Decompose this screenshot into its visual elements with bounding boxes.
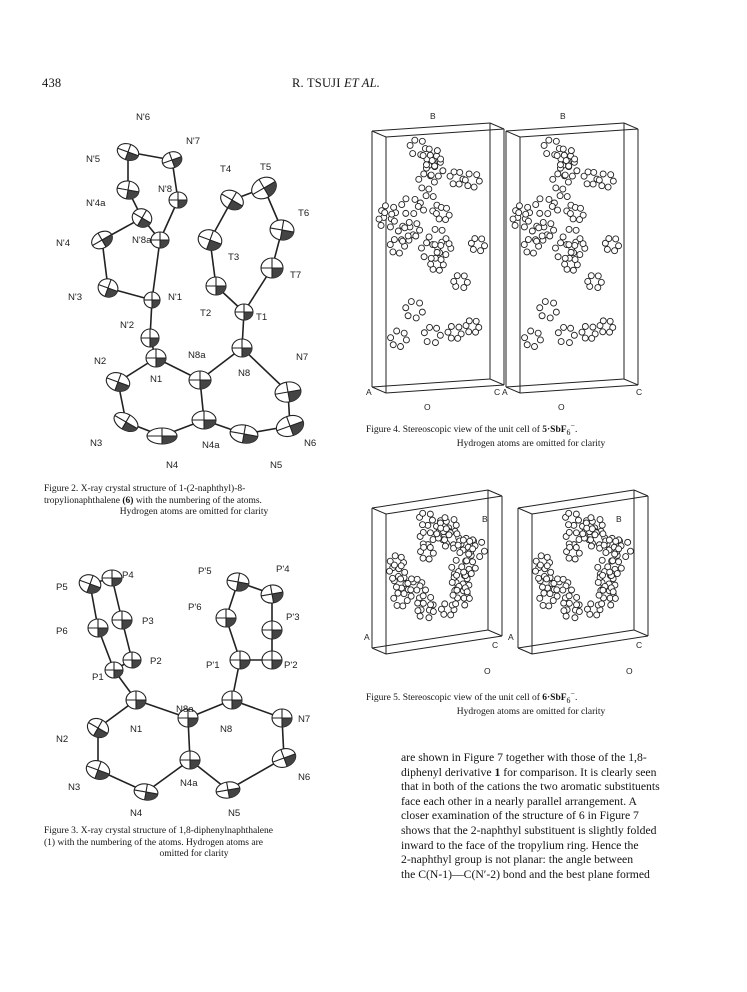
fig3-atom <box>84 757 113 782</box>
fig3-atom-label: P3 <box>142 616 154 627</box>
body-line: the C(N-1)—C(N′-2) bond and the best plane formed <box>401 867 650 881</box>
fig5-left-cell-edge <box>488 490 502 496</box>
fig2-atom-label: N8 <box>238 368 251 379</box>
fig5-right-cell-edge <box>518 630 634 648</box>
fig4-right-cell-edge <box>520 129 638 137</box>
fig5-left-molecule <box>391 590 410 609</box>
body-line: are shown in Figure 7 together with those of the 1,8- <box>401 751 647 764</box>
body-line: 2-naphthyl group is not planar: the angle between <box>401 853 634 867</box>
figure-4-caption-line2: Hydrogen atoms are omitted for clarity <box>456 438 606 449</box>
fig4-left-molecule <box>445 323 464 341</box>
fig2-atom-label: N4a <box>202 440 220 451</box>
fig2-atom-label: N3 <box>90 438 103 449</box>
fig5-right-molecule <box>563 529 582 547</box>
figure-4-left-axis-c: C <box>494 387 501 397</box>
fig3-atom <box>84 715 112 742</box>
fig4-left-molecule <box>399 196 422 217</box>
fig2-atom <box>268 218 295 242</box>
fig4-right-molecule <box>521 237 541 257</box>
fig4-right-molecule <box>533 196 556 217</box>
fig4-right-molecule <box>579 323 598 341</box>
body-line: closer examination of the structure of 6 in Figure 7 <box>401 809 639 823</box>
figure-3-caption-line3: omitted for clarity <box>159 849 229 859</box>
fig3-atom <box>226 571 251 593</box>
fig2-atom <box>146 349 166 367</box>
fig4-left-cell-edge <box>372 379 490 387</box>
figure-2-caption <box>44 484 344 519</box>
fig2-atom <box>273 412 306 440</box>
fig2-atom <box>232 339 252 357</box>
fig5-right-molecule <box>563 510 582 528</box>
fig2-atom-label: N2 <box>94 356 107 367</box>
page-number: 438 <box>42 76 62 90</box>
fig5-right-molecule <box>537 590 556 609</box>
fig3-atom <box>216 609 236 627</box>
figure-3-caption-line2: (1) with the numbering of the atoms. Hydrogen atoms are <box>44 837 263 848</box>
figure-5-caption-end: . <box>574 693 578 704</box>
fig2-atom-label: N4 <box>166 460 179 471</box>
fig4-left-molecule <box>462 171 482 190</box>
figure-5-caption-sub: 6 <box>566 696 571 706</box>
fig4-right-cell-edge <box>506 387 520 393</box>
fig2-atom-label: N'8a <box>132 235 152 246</box>
fig3-atom <box>230 651 250 669</box>
fig3-atom <box>102 570 122 586</box>
fig3-atom <box>180 751 200 769</box>
fig2-atom <box>235 304 253 320</box>
fig3-atom-label: N4a <box>180 778 198 789</box>
figure-3-caption-prefix: Figure 3. <box>44 826 79 836</box>
fig4-right-cell-edge <box>624 123 638 129</box>
fig2-atom <box>229 423 260 446</box>
figure-4-caption-line1: Stereoscopic view of the unit cell of <box>402 425 540 436</box>
fig4-left-molecule <box>468 236 487 254</box>
figure-4-left-axis-a: A <box>366 387 372 397</box>
fig5-right-cell-edge <box>518 508 532 514</box>
body-compound-ref: 1 <box>494 765 501 779</box>
fig2-atom <box>151 232 169 248</box>
figure-5-caption <box>366 688 696 718</box>
fig2-atom <box>273 380 302 404</box>
fig4-left-molecule <box>388 328 410 350</box>
fig2-atom <box>248 173 281 203</box>
fig3-atom-label: P'2 <box>284 660 298 671</box>
figure-4-right-axis-b: B <box>560 111 566 121</box>
fig4-left-cell-edge <box>490 123 504 129</box>
figure-4-caption-sup: − <box>570 421 575 430</box>
fig3-atom-label: N3 <box>68 782 81 793</box>
fig5-right-cell-edge <box>518 648 532 654</box>
fig4-right-molecule <box>537 299 560 321</box>
fig2-atom <box>96 276 121 300</box>
fig3-atom <box>88 619 108 637</box>
fig2-atom-label: N'2 <box>120 320 135 331</box>
fig2-atom-label: N'4a <box>86 198 106 209</box>
fig2-atom-label: N'6 <box>136 112 151 123</box>
fig2-atom-label: T1 <box>256 312 268 323</box>
figure-5-left-axis-b: B <box>482 514 488 524</box>
fig2-atom-label: T5 <box>260 162 272 173</box>
fig2-atom-label: N8a <box>188 350 206 361</box>
fig5-left-cell-edge <box>488 630 502 636</box>
fig2-atom-label: N'4 <box>56 238 71 249</box>
body-line-pre: diphenyl derivative <box>401 765 495 779</box>
fig3-atom-label: P4 <box>122 570 134 581</box>
fig4-left-cell-edge <box>372 123 490 131</box>
fig5-left-cell-edge <box>372 630 488 648</box>
fig4-left-molecule <box>416 171 438 192</box>
fig3-atom-label: N1 <box>130 724 143 735</box>
figure-5-left-axis-c: C <box>492 640 499 650</box>
figure-4-right-axis-o: O <box>558 402 565 412</box>
fig4-left-cell-edge <box>490 379 504 385</box>
figure-3-caption-line1: X-ray crystal structure of 1,8-diphenylnaphthalene <box>80 826 273 836</box>
fig2-atom-label: N'3 <box>68 292 83 303</box>
running-head-authors: R. TSUJI <box>292 76 344 90</box>
body-line <box>401 766 706 781</box>
figure-4-right-axis-a: A <box>502 387 508 397</box>
fig3-atom-label: P5 <box>56 582 68 593</box>
fig5-right-cell-edge <box>518 490 634 508</box>
body-line: shows that the 2-naphthyl substituent is slightly folded <box>401 823 657 837</box>
fig3-atom <box>112 611 132 629</box>
fig3-atom <box>260 583 285 605</box>
fig4-left-molecule <box>421 324 443 345</box>
fig2-atom <box>195 226 224 253</box>
body-paragraph <box>401 751 706 882</box>
fig4-right-molecule <box>555 324 577 345</box>
figure-4-right-axis-c: C <box>636 387 643 397</box>
fig4-left-molecule <box>451 273 471 291</box>
fig2-atom <box>189 371 211 389</box>
fig3-atom-label: P'3 <box>286 612 300 623</box>
fig3-atom-label: N8 <box>220 724 233 735</box>
figure-3-caption <box>44 826 344 861</box>
fig5-left-cell-edge <box>372 508 386 514</box>
fig2-atom-label: N'5 <box>86 154 101 165</box>
figure-5-caption-compound: 6·SbF <box>542 693 567 704</box>
fig2-atom-label: T6 <box>298 208 310 219</box>
figure-4-caption-end: . <box>574 425 578 436</box>
figure-5-right-axis-b: B <box>616 514 622 524</box>
figure-5-caption-line2: Hydrogen atoms are omitted for clarity <box>456 706 606 717</box>
fig3-atom-label: P6 <box>56 626 68 637</box>
figure-4-caption-prefix: Figure 4. <box>366 425 401 436</box>
fig2-atom <box>111 409 142 436</box>
fig4-right-cell-edge <box>506 123 624 131</box>
fig2-atom-label: T4 <box>220 164 232 175</box>
fig4-right-molecule <box>550 171 572 192</box>
figure-4-caption-sub: 6 <box>566 428 571 438</box>
fig3-atom-label: N8a <box>176 704 194 715</box>
fig3-atom <box>262 651 282 669</box>
fig3-atom <box>126 691 146 709</box>
fig3-atom <box>105 662 123 678</box>
fig4-right-molecule <box>585 273 605 291</box>
body-line: face each other in a nearly parallel arrangement. A <box>401 794 637 808</box>
fig5-left-cell-edge <box>386 636 502 654</box>
figure-2-caption-compound: (6) <box>122 495 134 506</box>
fig3-atom <box>77 572 104 596</box>
fig3-atom-label: P'1 <box>206 660 220 671</box>
figure-5-left-axis-o: O <box>484 666 491 676</box>
fig2-atom-label: T7 <box>290 270 302 281</box>
fig3-atom <box>262 621 282 639</box>
fig5-left-cell-edge <box>372 490 488 508</box>
figure-5-caption-line1: Stereoscopic view of the unit cell of <box>402 693 540 704</box>
fig2-atom <box>206 277 226 295</box>
fig4-right-molecule <box>522 328 544 350</box>
fig5-right-cell-edge <box>634 630 648 636</box>
fig2-atom <box>116 179 141 201</box>
fig4-right-molecule <box>602 236 621 254</box>
fig2-atom-label: N'8 <box>158 184 173 195</box>
fig4-left-cell-edge <box>386 385 504 393</box>
fig2-atom <box>115 141 141 164</box>
fig2-atom <box>160 149 184 171</box>
fig4-left-molecule <box>403 299 426 321</box>
figure-2-caption-line3: Hydrogen atoms are omitted for clarity <box>119 507 269 517</box>
figure-5-right-axis-o: O <box>626 666 633 676</box>
figure-2-structure <box>50 100 350 480</box>
figure-2-caption-line2-pre: tropylionaphthalene <box>44 495 123 506</box>
fig2-atom-label: T2 <box>200 308 212 319</box>
fig3-atom-label: N7 <box>298 714 311 725</box>
figure-4-caption <box>366 420 696 450</box>
figure-4-left-axis-b: B <box>430 111 436 121</box>
fig4-left-molecule <box>463 318 482 335</box>
figure-4-caption-compound: 5·SbF <box>542 425 567 436</box>
fig4-right-cell-edge <box>506 379 624 387</box>
fig2-atom-label: N6 <box>304 438 317 449</box>
fig3-atom-label: P1 <box>92 672 104 683</box>
figure-4-left-axis-o: O <box>424 402 431 412</box>
fig2-atom <box>147 428 177 444</box>
fig3-atom-label: N5 <box>228 808 241 819</box>
fig3-atom-label: P'6 <box>188 602 202 613</box>
running-head-etal: ET AL. <box>343 76 381 90</box>
fig4-left-cell-edge <box>386 129 504 137</box>
fig5-left-molecule <box>417 529 436 547</box>
body-line: inward to the face of the tropylium ring. Hence the <box>401 838 639 852</box>
figure-5-caption-sup: − <box>570 689 575 698</box>
fig2-atom-label: T3 <box>228 252 240 263</box>
fig2-atom-label: N7 <box>296 352 309 363</box>
fig5-right-molecule <box>564 544 583 562</box>
fig2-atom <box>217 186 247 214</box>
fig5-right-cell-edge <box>532 636 648 654</box>
fig2-atom-label: N1 <box>150 374 163 385</box>
fig2-atom-label: N'7 <box>186 136 201 147</box>
fig3-atom-label: P2 <box>150 656 162 667</box>
fig5-left-cell-edge <box>386 496 502 514</box>
fig4-left-cell-edge <box>372 131 386 137</box>
fig2-bond <box>152 240 160 300</box>
figure-3-structure <box>50 560 350 825</box>
fig3-atom-label: N4 <box>130 808 143 819</box>
figure-5-caption-prefix: Figure 5. <box>366 693 401 704</box>
figure-5-right-axis-a: A <box>508 632 514 642</box>
fig3-atom <box>270 745 299 770</box>
figure-5-right-axis-c: C <box>636 640 643 650</box>
fig2-atom <box>192 411 216 429</box>
fig3-atom-label: N6 <box>298 772 311 783</box>
fig5-right-cell-edge <box>532 496 648 514</box>
fig3-atom-label: P'4 <box>276 564 290 575</box>
fig3-atom <box>222 691 242 709</box>
fig5-left-cell-edge <box>372 648 386 654</box>
fig2-atom <box>129 205 155 231</box>
fig3-atom <box>272 709 292 727</box>
figure-5-stereo-view <box>360 482 700 682</box>
figure-5-left-axis-a: A <box>364 632 370 642</box>
fig5-left-molecule <box>418 544 437 562</box>
fig4-right-cell-edge <box>520 385 638 393</box>
body-line: that in both of the cations the two aromatic substituents <box>401 780 660 794</box>
fig2-atom <box>88 228 115 253</box>
fig4-left-molecule <box>387 237 407 257</box>
running-head <box>292 76 380 91</box>
fig3-atom-label: P'5 <box>198 566 212 577</box>
fig4-right-molecule <box>596 171 616 190</box>
fig2-atom-label: N5 <box>270 460 283 471</box>
fig3-atom-label: N2 <box>56 734 69 745</box>
figure-2-caption-line1: X-ray crystal structure of 1-(2-naphthyl)-8- <box>80 484 246 494</box>
figure-2-caption-line2-post: with the numbering of the atoms. <box>133 495 262 506</box>
fig2-atom <box>104 369 133 394</box>
fig2-atom-label: N'1 <box>168 292 183 303</box>
fig5-right-cell-edge <box>634 490 648 496</box>
fig2-atom <box>144 292 160 308</box>
fig4-right-cell-edge <box>506 131 520 137</box>
fig4-left-cell-edge <box>372 387 386 393</box>
fig4-right-molecule <box>597 318 616 335</box>
fig5-left-molecule <box>417 510 436 528</box>
body-line-post: for comparison. It is clearly seen <box>500 765 657 779</box>
figure-2-caption-prefix: Figure 2. <box>44 484 79 494</box>
fig3-atom <box>123 652 141 668</box>
fig2-atom <box>141 329 159 347</box>
figure-4-stereo-view <box>360 105 700 415</box>
fig4-right-cell-edge <box>624 379 638 385</box>
fig2-atom <box>261 258 283 278</box>
